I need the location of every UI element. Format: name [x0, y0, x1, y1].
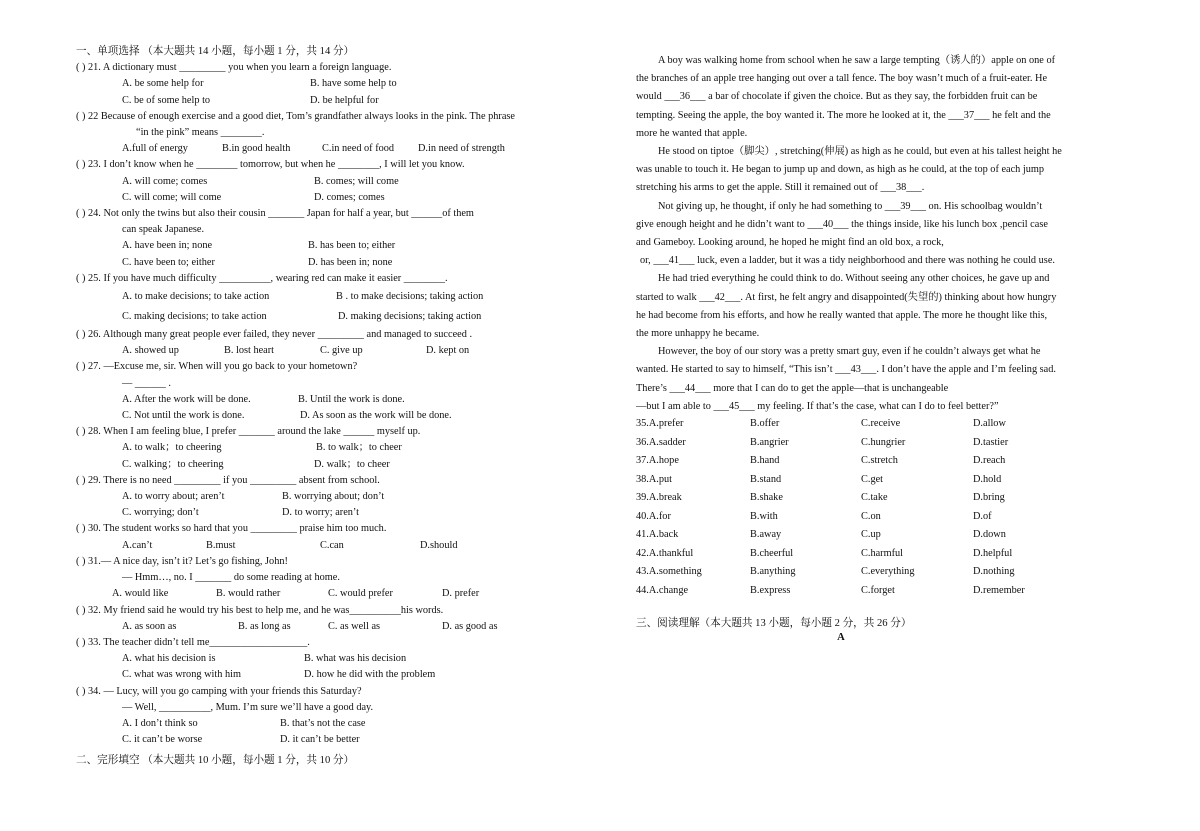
cloze-option[interactable]: D.nothing — [973, 566, 1015, 578]
q24-option-c[interactable]: C. have been to; either — [122, 256, 215, 268]
cloze-option[interactable]: B.away — [750, 529, 782, 541]
question-34-stem: ( ) 34. — Lucy, will you go camping with your friends this Saturday? — [76, 685, 362, 697]
cloze-option[interactable]: B.hand — [750, 455, 780, 467]
section-3-heading: 三、阅读理解（本大题共 13 小题，每小题 2 分，共 26 分） — [636, 618, 912, 630]
question-31-stem-cont: — Hmm…, no. I _______ do some reading at home. — [122, 572, 340, 584]
q34-option-a[interactable]: A. I don’t think so — [122, 717, 198, 729]
cloze-option[interactable]: D.down — [973, 529, 1006, 541]
q25-option-d[interactable]: D. making decisions; taking action — [338, 311, 482, 323]
q23-option-c[interactable]: C. will come; will come — [122, 191, 222, 203]
p5-line-4: —but I am able to ___45___ my feeling. If that’s the case, what can I do to feel better?” — [636, 400, 999, 412]
q23-option-b[interactable]: B. comes; will come — [314, 175, 399, 187]
p1-line-3: would ___36___ a bar of chocolate if given the choice. But as they say, the forbidden fruit can be — [636, 91, 1038, 103]
cloze-option[interactable]: 40.A.for — [636, 510, 671, 522]
question-22-stem-cont: “in the pink” means ________. — [136, 127, 265, 139]
cloze-option[interactable]: B.with — [750, 510, 778, 522]
q24-option-a[interactable]: A. have been in; none — [122, 240, 213, 252]
p2-line-1: He stood on tiptoe（脚尖）, stretching(伸展) as high as he could, but even at his tallest height he — [658, 146, 1062, 158]
cloze-option[interactable]: C.take — [861, 492, 888, 504]
question-21-stem: ( ) 21. A dictionary must _________ you when you learn a foreign language. — [76, 62, 392, 74]
question-26-stem: ( ) 26. Although many great people ever failed, they never _________ and managed to succeed . — [76, 329, 473, 341]
cloze-option[interactable]: C.get — [861, 473, 884, 485]
cloze-option[interactable]: B.anything — [750, 566, 796, 578]
q24-option-d[interactable]: D. has been in; none — [308, 256, 393, 268]
q32-option-d[interactable]: D. as good as — [442, 620, 498, 632]
cloze-option[interactable]: D.remember — [973, 584, 1025, 596]
q25-option-b[interactable]: B . to make decisions; taking action — [336, 291, 484, 303]
q28-option-d[interactable]: D. walk；to cheer — [314, 458, 390, 470]
question-22-stem: ( ) 22 Because of enough exercise and a good diet, Tom’s grandfather always looks in the pink. The phrase — [76, 110, 515, 122]
q22-option-a[interactable]: A.full of energy — [122, 143, 188, 155]
q31-option-a[interactable]: A. would like — [112, 588, 169, 600]
cloze-option[interactable]: C.stretch — [861, 455, 898, 467]
cloze-paragraph-4 — [636, 270, 1116, 343]
cloze-paragraph-1 — [636, 52, 1116, 143]
q26-option-a[interactable]: A. showed up — [122, 345, 179, 357]
q24-option-b[interactable]: B. has been to; either — [308, 240, 396, 252]
cloze-option[interactable]: 35.A.prefer — [636, 418, 684, 430]
q31-option-c[interactable]: C. would prefer — [328, 588, 393, 600]
q26-option-b[interactable]: B. lost heart — [224, 345, 275, 357]
q21-option-c[interactable]: C. be of some help to — [122, 94, 211, 106]
cloze-option[interactable]: B.cheerful — [750, 547, 794, 559]
question-27-stem-cont: — ______ . — [122, 377, 171, 389]
p3-line-4: or, ___41___ luck, even a ladder, but it was a tidy neighborhood and there was nothing he could use. — [640, 255, 1055, 267]
q31-option-b[interactable]: B. would rather — [216, 588, 281, 600]
cloze-option[interactable]: D.tastier — [973, 436, 1009, 448]
section-1-heading: 一、单项选择 （本大题共 14 小题，每小题 1 分，共 14 分） — [76, 46, 355, 57]
question-28-stem: ( ) 28. When I am feeling blue, I prefer _______ around the lake ______ myself up. — [76, 426, 421, 438]
cloze-option[interactable]: D.of — [973, 510, 992, 522]
cloze-option[interactable]: C.receive — [861, 418, 901, 430]
cloze-option[interactable]: D.helpful — [973, 547, 1013, 559]
p5-line-3: There’s ___44___ more that I can do to get the apple—that is unchangeable — [636, 382, 949, 394]
q25-option-c[interactable]: C. making decisions; to take action — [122, 311, 267, 323]
question-23-stem: ( ) 23. I don’t know when he ________ tomorrow, but when he ________, I will let you know. — [76, 159, 465, 171]
p4-line-1: He had tried everything he could think to do. Without seeing any other choices, he gave up and — [658, 273, 1050, 285]
cloze-option[interactable]: 36.A.sadder — [636, 436, 686, 448]
q30-option-d[interactable]: D.should — [420, 539, 458, 551]
p2-line-3: stretching his arms to get the apple. Still it remained out of ___38___. — [636, 182, 925, 194]
q33-option-a[interactable]: A. what his decision is — [122, 653, 216, 665]
cloze-option[interactable]: C.harmful — [861, 547, 904, 559]
section-2-heading: 二、完形填空 （本大题共 10 小题，每小题 1 分，共 10 分） — [76, 755, 355, 767]
p4-line-4: the more unhappy he became. — [636, 328, 760, 340]
cloze-option[interactable]: B.angrier — [750, 436, 789, 448]
q21-option-a[interactable]: A. be some help for — [122, 78, 204, 90]
cloze-option[interactable]: 44.A.change — [636, 584, 689, 596]
q29-option-b[interactable]: B. worrying about; don’t — [282, 491, 385, 503]
question-32-stem: ( ) 32. My friend said he would try his best to help me, and he was__________his words. — [76, 604, 444, 616]
cloze-option[interactable]: B.offer — [750, 418, 780, 430]
cloze-paragraph-3 — [636, 198, 1116, 271]
q27-option-a[interactable]: A. After the work will be done. — [122, 393, 251, 405]
q29-option-c[interactable]: C. worrying; don’t — [122, 507, 199, 519]
q32-option-b[interactable]: B. as long as — [238, 620, 291, 632]
cloze-option[interactable]: C.on — [861, 510, 881, 522]
question-30-stem: ( ) 30. The student works so hard that you _________ praise him too much. — [76, 523, 387, 535]
q28-option-a[interactable]: A. to walk；to cheering — [122, 442, 222, 454]
p1-line-1: A boy was walking home from school when he saw a large tempting（诱人的）apple on one of — [658, 55, 1056, 66]
p3-line-3: and Gameboy. Looking around, he hoped he might find an old box, a rock, — [636, 237, 944, 249]
q32-option-c[interactable]: C. as well as — [328, 620, 381, 632]
q33-option-d[interactable]: D. how he did with the problem — [304, 669, 436, 681]
question-29-stem: ( ) 29. There is no need _________ if you _________ absent from school. — [76, 474, 380, 486]
p4-line-3: he had become from his efforts, and how he really wanted that apple. The more he thought like this, — [636, 309, 1048, 321]
q33-option-c[interactable]: C. what was wrong with him — [122, 669, 241, 681]
q27-option-d[interactable]: D. As soon as the work will be done. — [300, 410, 452, 422]
q22-option-b[interactable]: B.in good health — [222, 143, 291, 155]
q22-option-c[interactable]: C.in need of food — [322, 143, 395, 155]
q21-option-d[interactable]: D. be helpful for — [310, 94, 379, 106]
p1-line-5: more he wanted that apple. — [636, 127, 748, 139]
right-column — [636, 52, 1116, 643]
cloze-option[interactable]: D.reach — [973, 455, 1006, 467]
q28-option-c[interactable]: C. walking；to cheering — [122, 458, 224, 470]
q34-option-c[interactable]: C. it can’t be worse — [122, 734, 203, 746]
question-24-stem: ( ) 24. Not only the twins but also their cousin _______ Japan for half a year, but ______of them — [76, 208, 474, 220]
q34-option-b[interactable]: B. that’s not the case — [280, 717, 366, 729]
q26-option-d[interactable]: D. kept on — [426, 345, 470, 357]
p5-line-2: wanted. He started to say to himself, “This isn’t ___43___. I don’t have the apple and I’m feeling sad. — [636, 364, 1056, 376]
p2-line-2: was unable to touch it. He began to jump up and down, as high as he could, at the top of each jump — [636, 164, 1045, 176]
q29-option-d[interactable]: D. to worry; aren’t — [282, 507, 360, 519]
question-34-stem-cont: — Well, __________, Mum. I’m sure we’ll have a good day. — [122, 701, 374, 713]
cloze-option[interactable]: 39.A.break — [636, 492, 682, 504]
q22-option-d[interactable]: D.in need of strength — [418, 143, 505, 155]
cloze-option[interactable]: 38.A.put — [636, 473, 673, 485]
q30-option-c[interactable]: C.can — [320, 539, 344, 551]
p1-line-2: the branches of an apple tree hanging out over a tall fence. The boy wasn’t much of a fruit-eater. He — [636, 73, 1048, 85]
cloze-option[interactable]: B.shake — [750, 492, 783, 504]
q25-option-a[interactable]: A. to make decisions; to take action — [122, 291, 270, 303]
p3-line-2: give enough height and he didn’t want to ___40___ the things inside, like his lunch box ,pencil case — [636, 218, 1048, 230]
cloze-option[interactable]: D.allow — [973, 418, 1006, 430]
question-24-stem-cont: can speak Japanese. — [122, 224, 205, 236]
q28-option-b[interactable]: B. to walk；to cheer — [316, 442, 402, 454]
cloze-option[interactable]: B.stand — [750, 473, 782, 485]
passage-a-label: A — [837, 632, 845, 644]
p5-line-1: However, the boy of our story was a pretty smart guy, even if he couldn’t always get what he — [658, 346, 1041, 358]
cloze-paragraph-2 — [636, 143, 1116, 198]
q32-option-a[interactable]: A. as soon as — [122, 620, 177, 632]
q23-option-a[interactable]: A. will come; comes — [122, 175, 208, 187]
q27-option-b[interactable]: B. Until the work is done. — [298, 393, 405, 405]
cloze-option[interactable]: 37.A.hope — [636, 455, 679, 467]
q27-option-c[interactable]: C. Not until the work is done. — [122, 410, 245, 422]
cloze-option[interactable]: D.hold — [973, 473, 1002, 485]
cloze-option[interactable]: C.forget — [861, 584, 895, 596]
cloze-option[interactable]: D.bring — [973, 492, 1005, 504]
q34-option-d[interactable]: D. it can’t be better — [280, 734, 360, 746]
q23-option-d[interactable]: D. comes; comes — [314, 191, 385, 203]
q30-option-b[interactable]: B.must — [206, 539, 236, 551]
cloze-option[interactable]: B.express — [750, 584, 791, 596]
q26-option-c[interactable]: C. give up — [320, 345, 363, 357]
cloze-option[interactable]: 43.A.something — [636, 566, 702, 578]
cloze-option[interactable]: 41.A.back — [636, 529, 679, 541]
q30-option-a[interactable]: A.can’t — [122, 539, 153, 551]
left-column — [76, 44, 596, 770]
cloze-option[interactable]: 42.A.thankful — [636, 547, 694, 559]
cloze-options-table — [636, 415, 1116, 600]
p3-line-1: Not giving up, he thought, if only he had something to ___39___ on. His schoolbag wouldn’t — [658, 200, 1043, 212]
q33-option-b[interactable]: B. what was his decision — [304, 653, 407, 665]
question-27-stem: ( ) 27. —Excuse me, sir. When will you go back to your hometown? — [76, 361, 358, 373]
q29-option-a[interactable]: A. to worry about; aren’t — [122, 491, 225, 503]
q31-option-d[interactable]: D. prefer — [442, 588, 480, 600]
question-33-stem: ( ) 33. The teacher didn’t tell me___________________. — [76, 636, 310, 648]
cloze-option[interactable]: C.hungrier — [861, 436, 906, 448]
question-25-stem: ( ) 25. If you have much difficulty __________, wearing red can make it easier ________. — [76, 272, 448, 284]
question-31-stem: ( ) 31.— A nice day, isn’t it? Let’s go fishing, John! — [76, 555, 288, 567]
cloze-option[interactable]: C.everything — [861, 566, 915, 578]
cloze-paragraph-5 — [636, 343, 1116, 416]
cloze-option[interactable]: C.up — [861, 529, 881, 541]
p1-line-4: tempting. Seeing the apple, the boy wanted it. The more he looked at it, the ___37___ he felt and the — [636, 109, 1051, 121]
p4-line-2: started to walk ___42___. At first, he felt angry and disappointed(失望的) thinking about how hungry — [636, 291, 1057, 303]
q21-option-b[interactable]: B. have some help to — [310, 78, 397, 90]
